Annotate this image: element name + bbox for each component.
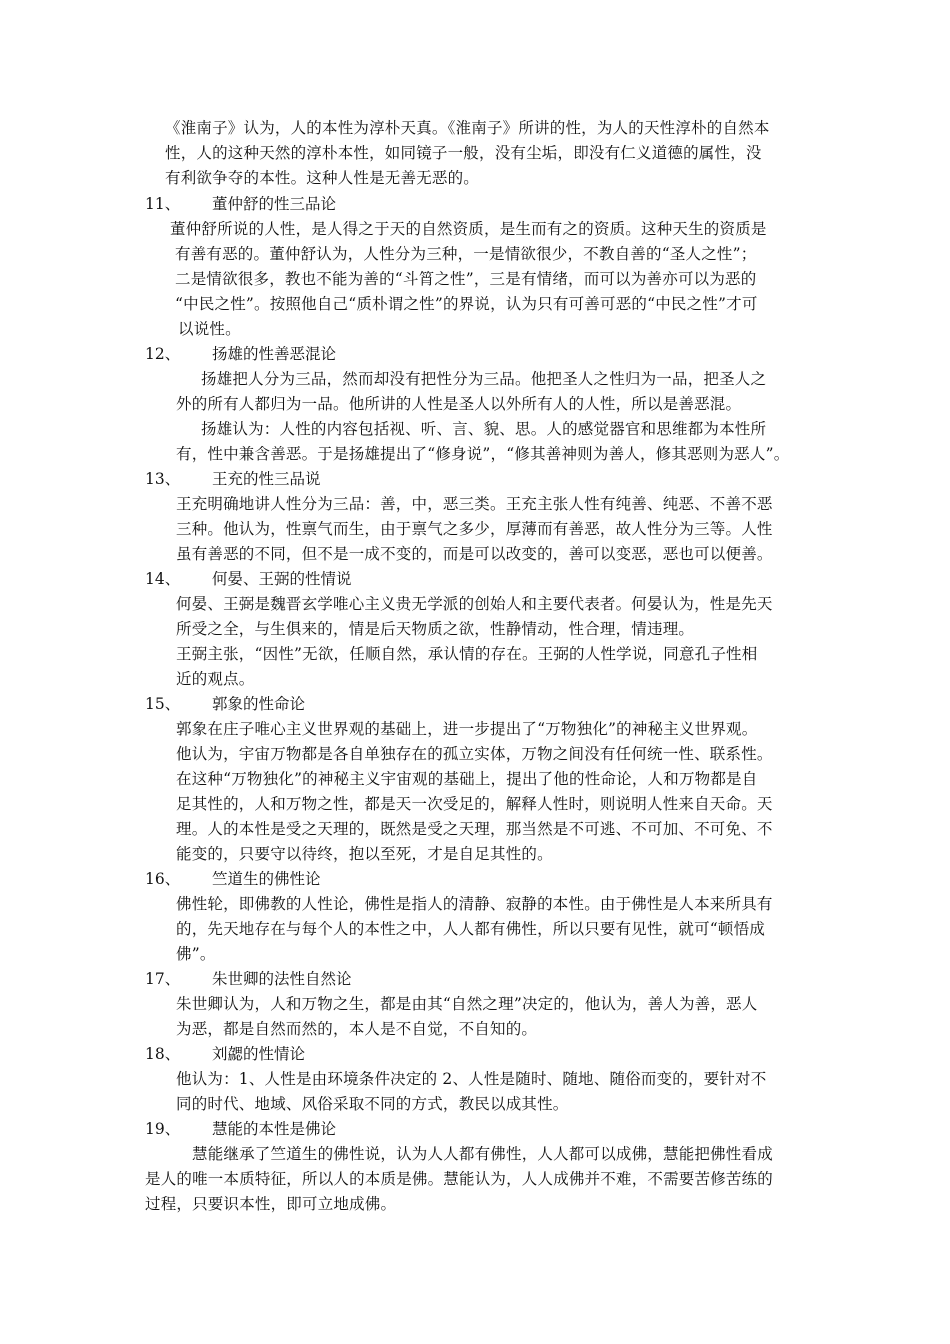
section-title: 慧能的本性是佛论 <box>212 1120 337 1138</box>
section-line: 外的所有人都归为一品。他所讲的人性是圣人以外所有人的人性，所以是善恶混。 <box>176 395 742 413</box>
section-title: 刘勰的性情论 <box>212 1045 306 1063</box>
section-line: 是人的唯一本质特征，所以人的本质是佛。慧能认为，人人成佛并不难，不需要苦修苦练的 <box>145 1170 774 1188</box>
intro-line: 有利欲争夺的本性。这种人性是无善无恶的。 <box>165 169 480 187</box>
section-line: 佛性轮，即佛教的人性论，佛性是指人的清静、寂静的本性。由于佛性是人本来所具有 <box>176 895 773 913</box>
section-line: 同的时代、地域、风俗采取不同的方式，教民以成其性。 <box>176 1095 569 1113</box>
section-line: 二是情欲很多，教也不能为善的“斗筲之性”，三是有情绪，而可以为善亦可以为恶的 <box>175 270 757 288</box>
section-line: 朱世卿认为，人和万物之生，都是由其“自然之理”决定的，他认为，善人为善，恶人 <box>176 995 758 1013</box>
section-number: 15、 <box>145 695 181 713</box>
section-line: 他认为：1、人性是由环境条件决定的 2、人性是随时、随地、随俗而变的，要针对不 <box>176 1070 767 1088</box>
section-number: 13、 <box>145 470 181 488</box>
section-line: 郭象在庄子唯心主义世界观的基础上，进一步提出了“万物独化”的神秘主义世界观。 <box>176 720 758 738</box>
section-line: 的，先天地存在与每个人的本性之中，人人都有佛性，所以只要有见性，就可“顿悟成 <box>176 920 766 938</box>
section-line: 近的观点。 <box>176 670 255 688</box>
section-line: 在这种“万物独化”的神秘主义宇宙观的基础上，提出了他的性命论，人和万物都是自 <box>176 770 758 788</box>
section-line: 有，性中兼含善恶。于是扬雄提出了“修身说”，“修其善神则为善人，修其恶则为恶人”。 <box>176 445 790 463</box>
section-line: 所受之全，与生俱来的，情是后天物质之欲，性静情动，性合理，情违理。 <box>176 620 695 638</box>
section-line: 慧能继承了竺道生的佛性说，认为人人都有佛性，人人都可以成佛，慧能把佛性看成 <box>192 1145 773 1163</box>
section-line: 有善有恶的。董仲舒认为，人性分为三种，一是情欲很少，不教自善的“圣人之性”； <box>175 245 757 263</box>
section-title: 董仲舒的性三品论 <box>212 195 337 213</box>
section-line: 足其性的，人和万物之性，都是天一次受足的，解释人性时，则说明人性来自天命。天 <box>176 795 773 813</box>
section-line: 三种。他认为，性禀气而生，由于禀气之多少，厚薄而有善恶，故人性分为三等。人性 <box>176 520 773 538</box>
section-line: 董仲舒所说的人性，是人得之于天的自然资质，是生而有之的资质。这种天生的资质是 <box>170 220 767 238</box>
section-line: 何晏、王弼是魏晋玄学唯心主义贵无学派的创始人和主要代表者。何晏认为，性是先天 <box>176 595 773 613</box>
section-title: 扬雄的性善恶混论 <box>212 345 337 363</box>
intro-line: 性，人的这种天然的淳朴本性，如同镜子一般，没有尘垢，即没有仁义道德的属性，没 <box>165 144 762 162</box>
section-title: 朱世卿的法性自然论 <box>212 970 352 988</box>
section-number: 18、 <box>145 1045 181 1063</box>
section-number: 14、 <box>145 570 181 588</box>
intro-line: 《淮南子》认为，人的本性为淳朴天真。《淮南子》所讲的性，为人的天性淳朴的自然本 <box>165 119 770 137</box>
section-line: 理。人的本性是受之天理的，既然是受之天理，那当然是不可逃、不可加、不可免、不 <box>176 820 773 838</box>
section-title: 何晏、王弼的性情说 <box>212 570 352 588</box>
section-line: “中民之性”。按照他自己“质朴谓之性”的界说，认为只有可善可恶的“中民之性”才可 <box>175 295 758 313</box>
section-line: 以说性。 <box>178 320 241 338</box>
section-title: 竺道生的佛性论 <box>212 870 321 888</box>
section-line: 王充明确地讲人性分为三品：善，中，恶三类。王充主张人性有纯善、纯恶、不善不恶 <box>176 495 773 513</box>
section-line: 能变的，只要守以待终，抱以至死，才是自足其性的。 <box>176 845 553 863</box>
section-number: 16、 <box>145 870 181 888</box>
section-line: 为恶，都是自然而然的，本人是不自觉，不自知的。 <box>176 1020 538 1038</box>
section-line: 王弼主张，“因性”无欲，任顺自然，承认情的存在。王弼的人性学说，同意孔子性相 <box>176 645 758 663</box>
section-line: 过程，只要识本性，即可立地成佛。 <box>145 1195 397 1213</box>
section-line: 佛”。 <box>176 945 216 963</box>
section-number: 19、 <box>145 1120 181 1138</box>
section-line: 虽有善恶的不同，但不是一成不变的，而是可以改变的，善可以变恶，恶也可以便善。 <box>176 545 773 563</box>
section-number: 11、 <box>145 195 181 213</box>
section-number: 12、 <box>145 345 181 363</box>
section-title: 王充的性三品说 <box>212 470 321 488</box>
section-line: 他认为，宇宙万物都是各自单独存在的孤立实体，万物之间没有任何统一性、联系性。 <box>176 745 773 763</box>
section-line: 扬雄认为：人性的内容包括视、听、言、貌、思。人的感觉器官和思维都为本性所 <box>201 420 767 438</box>
section-line: 扬雄把人分为三品，然而却没有把性分为三品。他把圣人之性归为一品，把圣人之 <box>201 370 767 388</box>
section-number: 17、 <box>145 970 181 988</box>
section-title: 郭象的性命论 <box>212 695 306 713</box>
